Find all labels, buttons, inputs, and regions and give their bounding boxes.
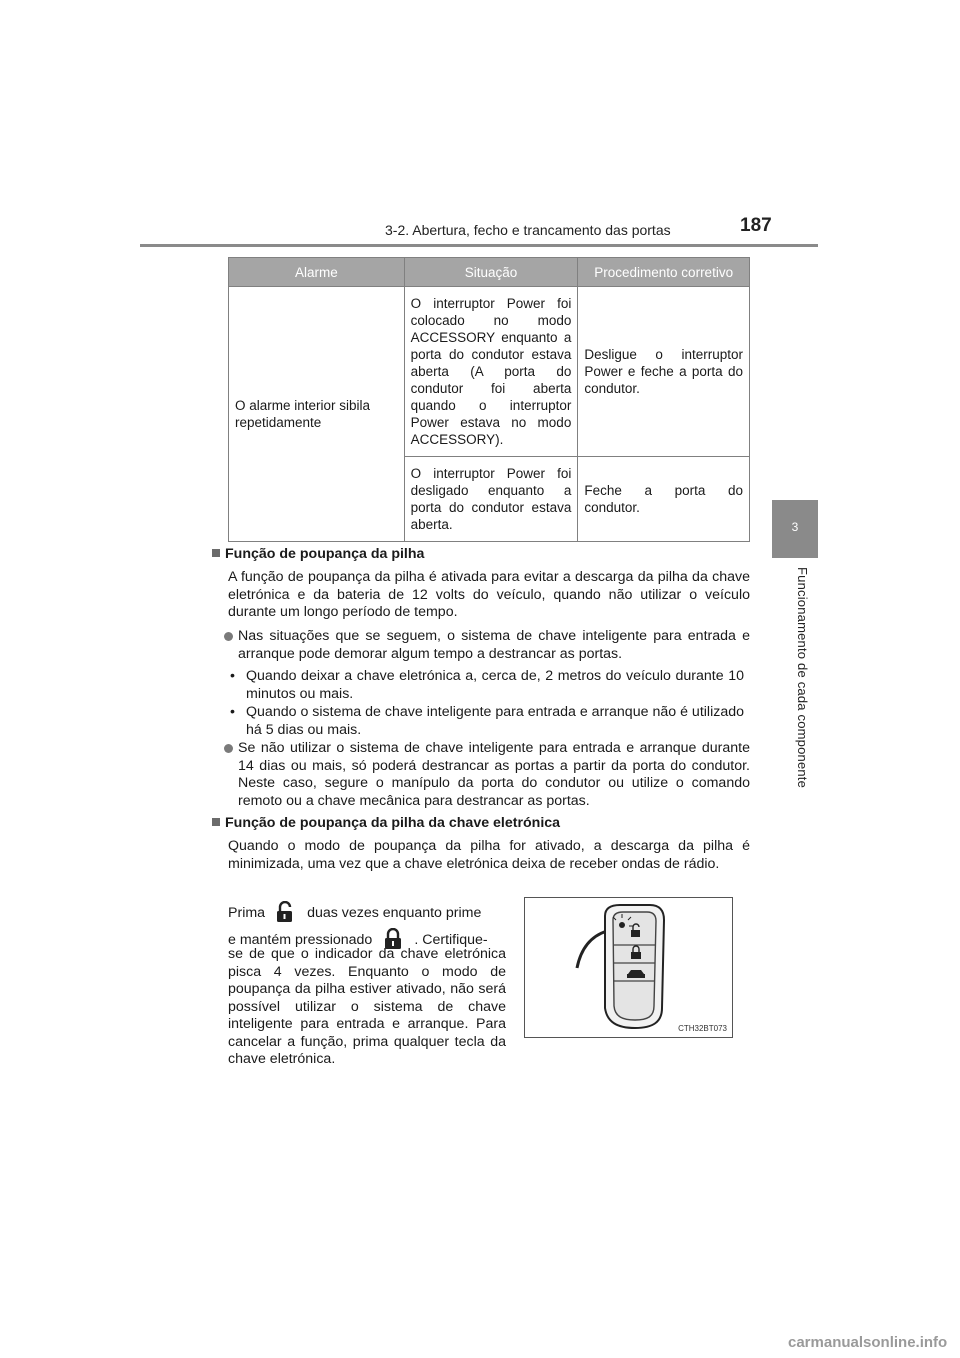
round-bullet-icon — [224, 744, 233, 753]
battery-saving-heading — [212, 546, 424, 564]
situation-cell: O interruptor Power foi desligado enquanto a porta do condutor estava aberta. — [404, 457, 578, 542]
chapter-title: Funcionamento de cada componente — [795, 567, 810, 789]
sub-bullet-marker: • — [230, 704, 235, 720]
battery-saving-title: Função de poupança da pilha — [225, 546, 425, 562]
procedure-cell: Feche a porta do condutor. — [578, 457, 750, 542]
procedure-cell: Desligue o interruptor Power e feche a porta do condutor. — [578, 287, 750, 457]
battery-saving-intro: A função de poupança da pilha é ativada para evitar a descarga da pilha da chave eletrónica e da bateria de 12 volts do veículo, quando não utilizar o veículo durante um longo período de tempo. — [228, 569, 750, 620]
mantem-after-text: . Certifique- — [414, 932, 488, 948]
key-saving-title: Função de poupança da pilha da chave eletrónica — [225, 815, 561, 831]
sub-bullet-text: Quando o sistema de chave inteligente para entrada e arranque não é utilizado há 5 dias ou mais. — [246, 704, 744, 738]
table-row — [229, 287, 750, 457]
situation-cell: O interruptor Power foi colocado no modo ACCESSORY enquanto a porta do condutor estava aberta (A porta do condutor foi aberta quando o interruptor Power estava no modo ACCESSORY). — [404, 287, 578, 457]
bullet-text: Se não utilizar o sistema de chave inteligente para entrada e arranque durante 14 dias ou mais, só poderá destrancar as portas a partir da porta do condutor. Neste caso, segure o manípulo da porta do condutor ou utilize o comando remoto ou a chave mecânica para destrancar as portas. — [238, 740, 750, 809]
sub-bullet-text: Quando deixar a chave eletrónica a, cerca de, 2 metros do veículo durante 10 minutos ou mais. — [246, 668, 744, 702]
key-fob-illustration — [525, 898, 732, 1037]
header-alarme: Alarme — [229, 258, 405, 287]
page-number: 187 — [740, 215, 772, 236]
list-item — [224, 628, 750, 664]
list-item — [230, 704, 744, 740]
header-procedimento: Procedimento corretivo — [578, 258, 750, 287]
prima-text: Prima — [228, 905, 266, 921]
square-bullet-icon — [212, 818, 220, 826]
chapter-tab — [772, 500, 818, 558]
chapter-number: 3 — [791, 520, 799, 534]
unlock-icon — [271, 901, 301, 923]
prima-line — [228, 901, 506, 923]
header-divider — [140, 244, 818, 247]
key-fob-figure — [524, 897, 733, 1038]
alarm-table — [228, 257, 750, 542]
mantem-text: e mantém pressionado — [228, 932, 373, 948]
header-situacao: Situação — [404, 258, 578, 287]
section-title: 3-2. Abertura, fecho e trancamento das portas — [385, 222, 671, 238]
key-saving-intro: Quando o modo de poupança da pilha for ativado, a descarga da pilha é minimizada, uma vez que a chave eletrónica deixa de receber ondas de rádio. — [228, 838, 750, 872]
key-saving-heading — [212, 815, 560, 833]
figure-code: CTH32BT073 — [678, 1024, 727, 1033]
list-item — [230, 668, 744, 704]
sub-bullet-marker: • — [230, 668, 235, 684]
square-bullet-icon — [212, 549, 220, 557]
bullet-text: Nas situações que se seguem, o sistema de chave inteligente para entrada e arranque pode demorar algum tempo a destrancar as portas. — [238, 628, 750, 662]
table-header-row — [229, 258, 750, 287]
key-saving-instructions: se de que o indicador da chave eletrónica pisca 4 vezes. Enquanto o modo de poupança da pilha estiver ativado, não será possível utilizar o sistema de chave inteligente para entrada e arranque. Para cancelar a função, prima qualquer tecla da chave eletrónica. — [228, 946, 506, 1067]
prima-after-text: duas vezes enquanto prime — [307, 905, 482, 921]
alarm-cell: O alarme interior sibila repetidamente — [229, 287, 405, 542]
list-item — [224, 740, 750, 812]
round-bullet-icon — [224, 632, 233, 641]
footer-watermark: carmanualsonline.info — [788, 1334, 948, 1351]
